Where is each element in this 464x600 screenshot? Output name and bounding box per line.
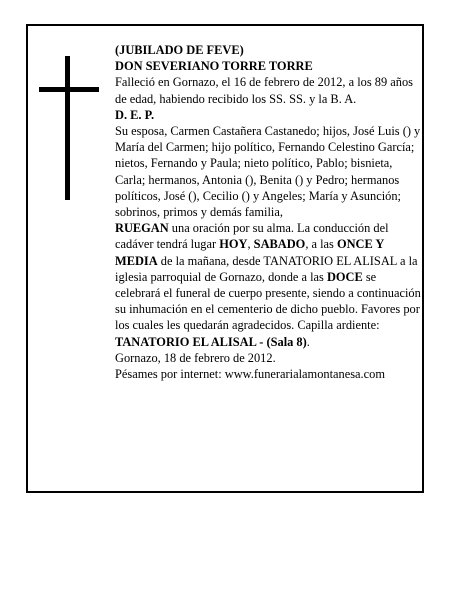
obituary-notice — [26, 24, 424, 493]
doce-bold: DOCE — [326, 269, 363, 284]
hoy-bold: HOY — [219, 237, 248, 252]
cross-icon — [39, 56, 99, 200]
retired-from-feve: (JUBILADO DE FEVE) — [115, 43, 244, 57]
sabado-bold: SABADO — [253, 237, 306, 252]
death-announcement: Falleció en Gornazo, el 16 de febrero de 2012, a los 89 años — [115, 75, 413, 90]
rip-line: D. E. P. — [115, 107, 155, 122]
cross-vertical-bar — [65, 56, 70, 200]
condolences-web: Pésames por internet: www.funerarialamontanesa.com — [115, 367, 385, 382]
cross-horizontal-bar — [39, 87, 99, 92]
family-list: Su esposa, Carmen Castañera Castanedo; hijos, José Luis () y María del Carmen; hijo político, Fernando Celestino García; nietos, Fernando y Paula; nieto político, Pablo; bisnieta, Carla; hermanos, Antonia (), Benita () y Pedro; hermanos políticos, José (), Cecilio () y Angeles; María y Asunción; sobrinos, primos y demás familia, — [115, 124, 421, 220]
funeral-details: RUEGAN una oración por su alma. La conducción del cadáver tendrá lugar HOY, SABADO, a las ONCE Y MEDIA de la mañana, desde TANATORIO EL ALISAL a la iglesia parroquial de Gornazo, donde a las DOCE se celebrará el funeral de cuerpo presente, siendo a continuación su inhumación en el cementerio de dicho pueblo. Favores por los cuales les quedarán agradecidos. Capilla ardiente: TANATORIO EL ALISAL - (Sala 8). — [115, 221, 421, 349]
ruegan-bold: RUEGAN — [115, 221, 169, 236]
date-place: Gornazo, 18 de febrero de 2012. — [115, 350, 276, 365]
sacraments-received: de edad, habiendo recibido los SS. SS. y la B. A. — [115, 91, 357, 106]
deceased-name: DON SEVERIANO TORRE TORRE — [115, 59, 313, 74]
time-bold: ONCE Y MEDIA — [115, 237, 384, 268]
chapel-bold: TANATORIO EL ALISAL - (Sala 8) — [115, 334, 307, 349]
notice-text — [115, 42, 421, 382]
